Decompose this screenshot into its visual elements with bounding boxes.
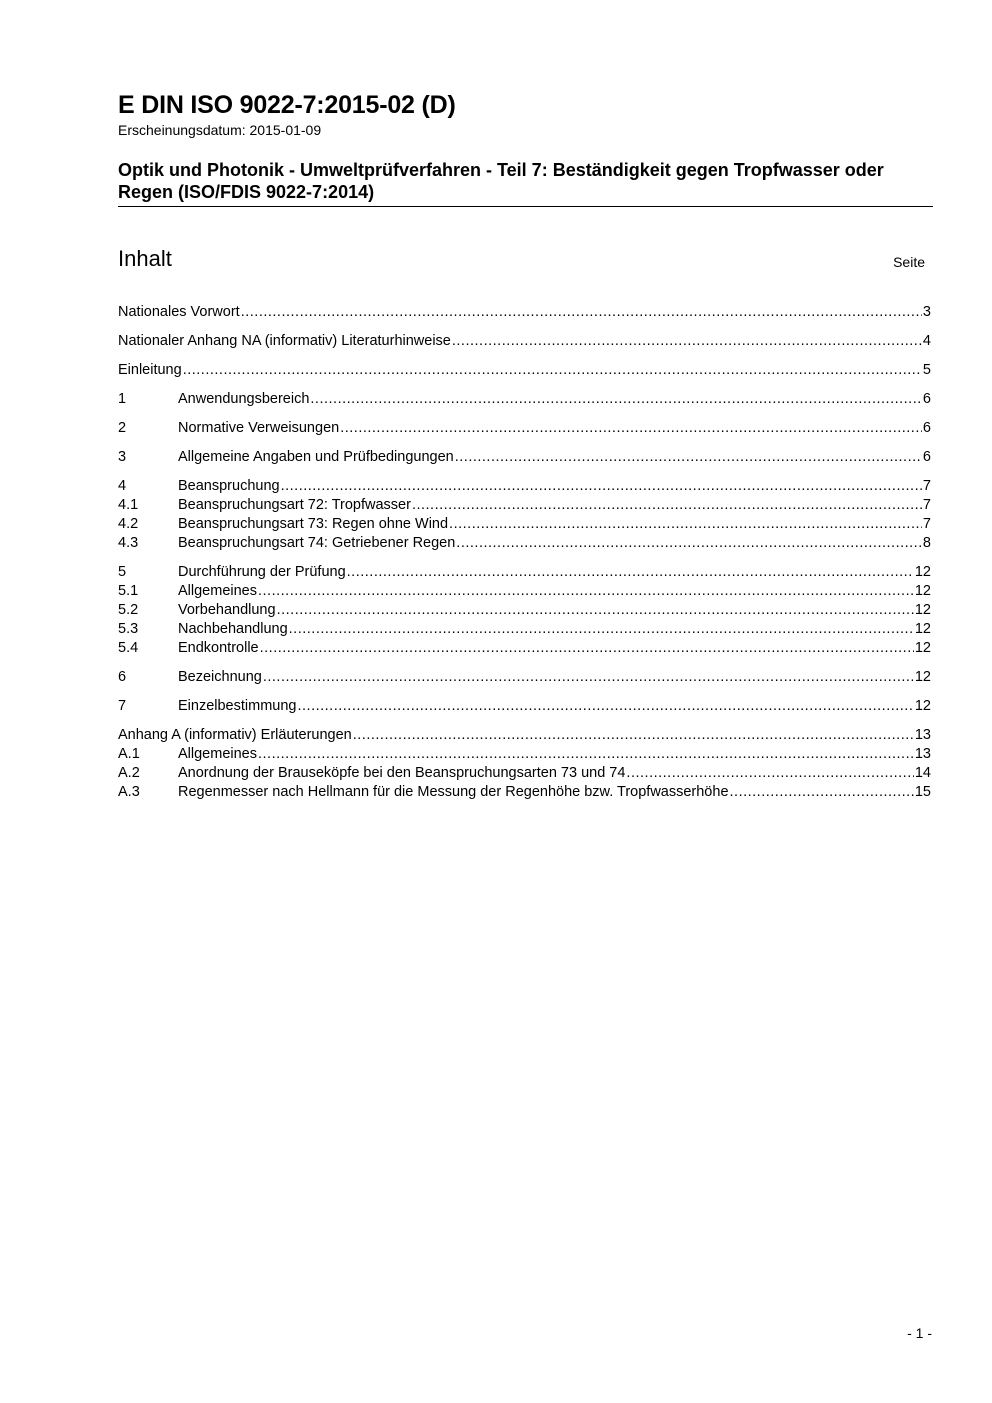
document-id: E DIN ISO 9022-7:2015-02 (D) [118, 91, 456, 119]
toc-entry[interactable] [118, 601, 931, 620]
toc-leader-dots [241, 303, 922, 322]
toc-entry[interactable] [118, 496, 931, 515]
toc-entry-title: Allgemeines [178, 583, 257, 599]
toc-leader-dots [310, 390, 922, 409]
toc-entry[interactable] [118, 745, 931, 764]
toc-entry-number: 1 [118, 391, 127, 407]
toc-entry-title: Beanspruchungsart 72: Tropfwasser [178, 497, 411, 513]
toc-entry-title: Nationaler Anhang NA (informativ) Literaturhinweise [118, 333, 451, 349]
toc-entry-number: 7 [118, 698, 127, 714]
toc-leader-dots [258, 582, 914, 601]
toc-entry-title: Anhang A (informativ) Erläuterungen [118, 727, 352, 743]
toc-entry-title: Nationales Vorwort [118, 304, 240, 320]
toc-entry-page: 12 [914, 564, 931, 580]
toc-entry-title: Regenmesser nach Hellmann für die Messung der Regenhöhe bzw. Tropfwasserhöhe [178, 784, 729, 800]
title-divider [118, 206, 933, 207]
toc-entry[interactable] [118, 563, 931, 582]
toc-entry-page: 3 [922, 304, 931, 320]
toc-entry-number: 6 [118, 669, 127, 685]
toc-entry-number: A.1 [118, 746, 140, 762]
toc-heading: Inhalt [118, 246, 172, 271]
document-title: Optik und Photonik - Umweltprüfverfahren - Teil 7: Beständigkeit gegen Tropfwasser oder Regen (ISO/FDIS 9022-7:2014) [118, 160, 884, 202]
toc-entry-title: Nachbehandlung [178, 621, 288, 637]
toc-leader-dots [340, 419, 922, 438]
toc-leader-dots [260, 639, 914, 658]
toc-entry-number: 5.3 [118, 621, 139, 637]
toc-entry-number: 4 [118, 478, 127, 494]
toc-entry-number: A.2 [118, 765, 140, 781]
toc-entry-page: 14 [914, 765, 931, 781]
toc-entry[interactable] [118, 620, 931, 639]
toc-entry[interactable] [118, 390, 931, 409]
toc-entry-title: Normative Verweisungen [178, 420, 340, 436]
toc-entry-number: 5 [118, 564, 127, 580]
toc-entry[interactable] [118, 783, 931, 802]
toc-leader-dots [626, 764, 913, 783]
toc-entry-page: 12 [914, 640, 931, 656]
toc-entry-page: 7 [922, 497, 931, 513]
toc-entry-page: 8 [922, 535, 931, 551]
toc-entry-title: Anwendungsbereich [178, 391, 310, 407]
toc-leader-dots [456, 534, 922, 553]
toc-entry-title: Bezeichnung [178, 669, 262, 685]
toc-entry-title: Vorbehandlung [178, 602, 276, 618]
toc-leader-dots [183, 361, 922, 380]
toc-entry[interactable] [118, 697, 931, 716]
toc-entry-title: Allgemeines [178, 746, 257, 762]
toc-entry-page: 7 [922, 516, 931, 532]
toc-entry-title: Einleitung [118, 362, 182, 378]
toc-entry-page: 6 [922, 420, 931, 436]
toc-entry-page: 12 [914, 669, 931, 685]
toc-leader-dots [730, 783, 914, 802]
toc-entry-page: 13 [914, 727, 931, 743]
toc-entry-page: 15 [914, 784, 931, 800]
toc-entry-number: 5.1 [118, 583, 139, 599]
toc-entry-number: 5.4 [118, 640, 139, 656]
toc-leader-dots [449, 515, 922, 534]
toc-entry[interactable] [118, 534, 931, 553]
toc-entry-page: 12 [914, 698, 931, 714]
toc-entry[interactable] [118, 361, 931, 380]
toc-leader-dots [277, 601, 914, 620]
publication-date: Erscheinungsdatum: 2015-01-09 [118, 122, 322, 138]
toc-entry-number: 4.2 [118, 516, 139, 532]
toc-entry-page: 7 [922, 478, 931, 494]
toc-entry-page: 4 [922, 333, 931, 349]
toc-entry-number: 5.2 [118, 602, 139, 618]
toc-entry[interactable] [118, 477, 931, 496]
toc-entry-title: Endkontrolle [178, 640, 259, 656]
toc-entry[interactable] [118, 764, 931, 783]
toc-leader-dots [412, 496, 922, 515]
toc-entry[interactable] [118, 668, 931, 687]
toc-leader-dots [258, 745, 914, 764]
toc-leader-dots [297, 697, 913, 716]
toc-entry[interactable] [118, 639, 931, 658]
toc-entry-page: 12 [914, 583, 931, 599]
toc-entry-title: Anordnung der Brauseköpfe bei den Beanspruchungsarten 73 und 74 [178, 765, 626, 781]
toc-leader-dots [289, 620, 914, 639]
toc-entry-title: Beanspruchung [178, 478, 280, 494]
toc-entry-title: Allgemeine Angaben und Prüfbedingungen [178, 449, 454, 465]
toc-leader-dots [347, 563, 914, 582]
toc-leader-dots [455, 448, 922, 467]
toc-entry[interactable] [118, 726, 931, 745]
toc-entry-number: 4.1 [118, 497, 139, 513]
toc-entry-page: 5 [922, 362, 931, 378]
toc-entry[interactable] [118, 582, 931, 601]
toc-entry-page: 6 [922, 449, 931, 465]
toc-page-column-label: Seite [893, 254, 925, 270]
toc-entry-title: Durchführung der Prüfung [178, 564, 346, 580]
toc-entry[interactable] [118, 303, 931, 322]
toc-entry[interactable] [118, 515, 931, 534]
toc-entry-number: 3 [118, 449, 127, 465]
toc-entry-number: A.3 [118, 784, 140, 800]
table-of-contents [118, 303, 931, 802]
toc-entry-page: 6 [922, 391, 931, 407]
toc-entry[interactable] [118, 419, 931, 438]
toc-leader-dots [263, 668, 914, 687]
toc-entry-page: 13 [914, 746, 931, 762]
toc-leader-dots [452, 332, 922, 351]
toc-entry-title: Beanspruchungsart 74: Getriebener Regen [178, 535, 456, 551]
toc-leader-dots [281, 477, 922, 496]
page-number: - 1 - [907, 1325, 932, 1341]
toc-leader-dots [353, 726, 914, 745]
toc-entry-number: 2 [118, 420, 127, 436]
toc-entry[interactable] [118, 332, 931, 351]
toc-entry-page: 12 [914, 621, 931, 637]
toc-entry[interactable] [118, 448, 931, 467]
toc-entry-title: Beanspruchungsart 73: Regen ohne Wind [178, 516, 449, 532]
toc-entry-title: Einzelbestimmung [178, 698, 297, 714]
toc-entry-page: 12 [914, 602, 931, 618]
toc-entry-number: 4.3 [118, 535, 139, 551]
